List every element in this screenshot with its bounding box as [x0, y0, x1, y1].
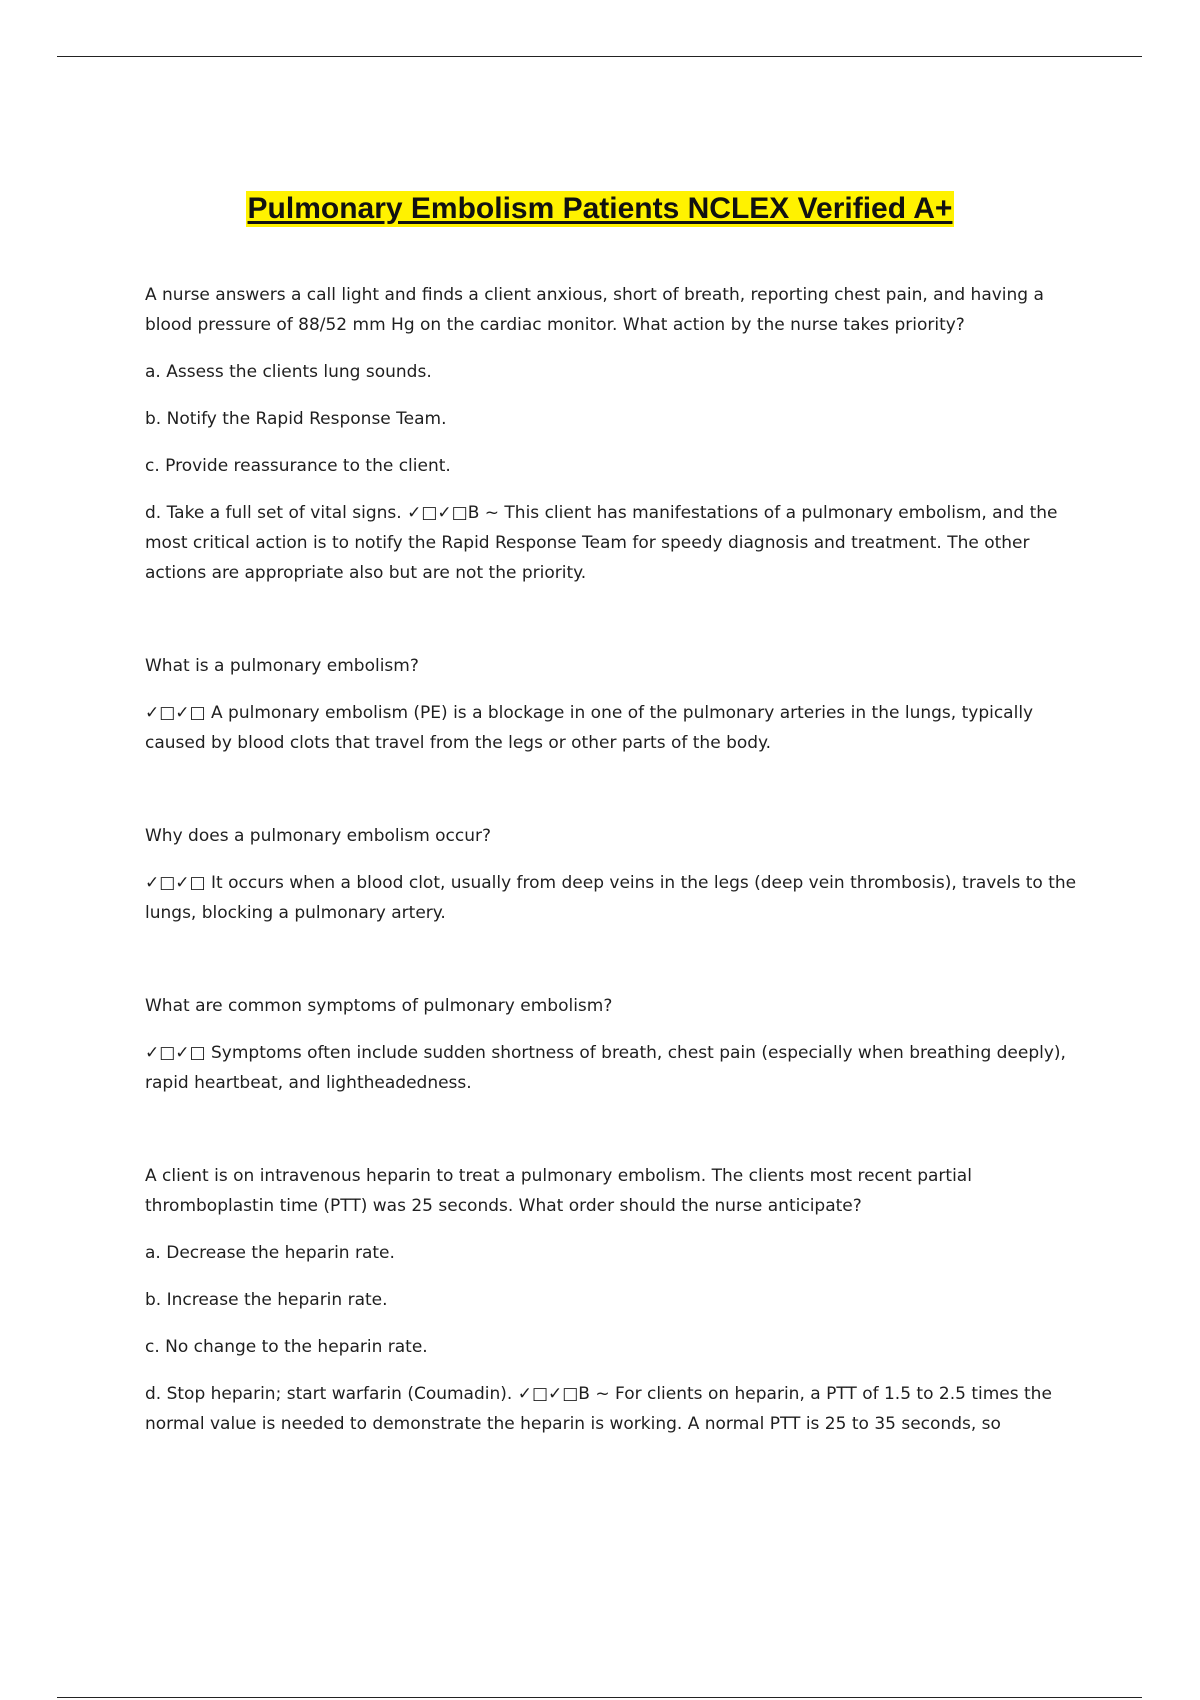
answer-text: ✓□✓□ A pulmonary embolism (PE) is a blockage in one of the pulmonary arteries in the lungs, typically caused by blood clots that travel from the legs or other parts of the body. [145, 703, 1034, 753]
question-block-3 [145, 821, 1090, 928]
section-spacer [145, 945, 1090, 991]
question-text: Why does a pulmonary embolism occur? [145, 826, 492, 846]
option-a: a. Assess the clients lung sounds. [145, 362, 432, 382]
question-text: What is a pulmonary embolism? [145, 656, 419, 676]
question-block-4 [145, 991, 1090, 1098]
option-c: c. No change to the heparin rate. [145, 1337, 428, 1357]
document-body [145, 280, 1090, 1456]
section-spacer [145, 775, 1090, 821]
section-spacer [145, 1115, 1090, 1161]
option-c: c. Provide reassurance to the client. [145, 456, 451, 476]
question-block-2 [145, 651, 1090, 758]
option-d-answer: d. Stop heparin; start warfarin (Coumadin). ✓□✓□B ~ For clients on heparin, a PTT of 1.5 to 2.5 times the normal value is needed to demonstrate the heparin is working. A normal PTT is 25 to 35 seconds, so [145, 1384, 1052, 1434]
bottom-rule [57, 1697, 1142, 1698]
section-spacer [145, 605, 1090, 651]
question-text: A nurse answers a call light and finds a client anxious, short of breath, reporting chest pain, and having a blood pressure of 88/52 mm Hg on the cardiac monitor. What action by the nurse takes priority? [145, 285, 1044, 335]
title-container [0, 191, 1200, 227]
question-block-1 [145, 280, 1090, 588]
option-d-answer: d. Take a full set of vital signs. ✓□✓□B ~ This client has manifestations of a pulmonary embolism, and the most critical action is to notify the Rapid Response Team for speedy diagnosis and treatment. The other actions are appropriate also but are not the priority. [145, 503, 1058, 583]
question-text: What are common symptoms of pulmonary embolism? [145, 996, 613, 1016]
question-block-5 [145, 1161, 1090, 1439]
option-a: a. Decrease the heparin rate. [145, 1243, 395, 1263]
top-rule [57, 56, 1142, 57]
option-b: b. Increase the heparin rate. [145, 1290, 388, 1310]
document-title: Pulmonary Embolism Patients NCLEX Verified A+ [247, 192, 953, 225]
question-text: A client is on intravenous heparin to treat a pulmonary embolism. The clients most recent partial thromboplastin time (PTT) was 25 seconds. What order should the nurse anticipate? [145, 1166, 972, 1216]
answer-text: ✓□✓□ Symptoms often include sudden shortness of breath, chest pain (especially when breathing deeply), rapid heartbeat, and lightheadedness. [145, 1043, 1066, 1093]
answer-text: ✓□✓□ It occurs when a blood clot, usually from deep veins in the legs (deep vein thrombosis), travels to the lungs, blocking a pulmonary artery. [145, 873, 1077, 923]
option-b: b. Notify the Rapid Response Team. [145, 409, 447, 429]
